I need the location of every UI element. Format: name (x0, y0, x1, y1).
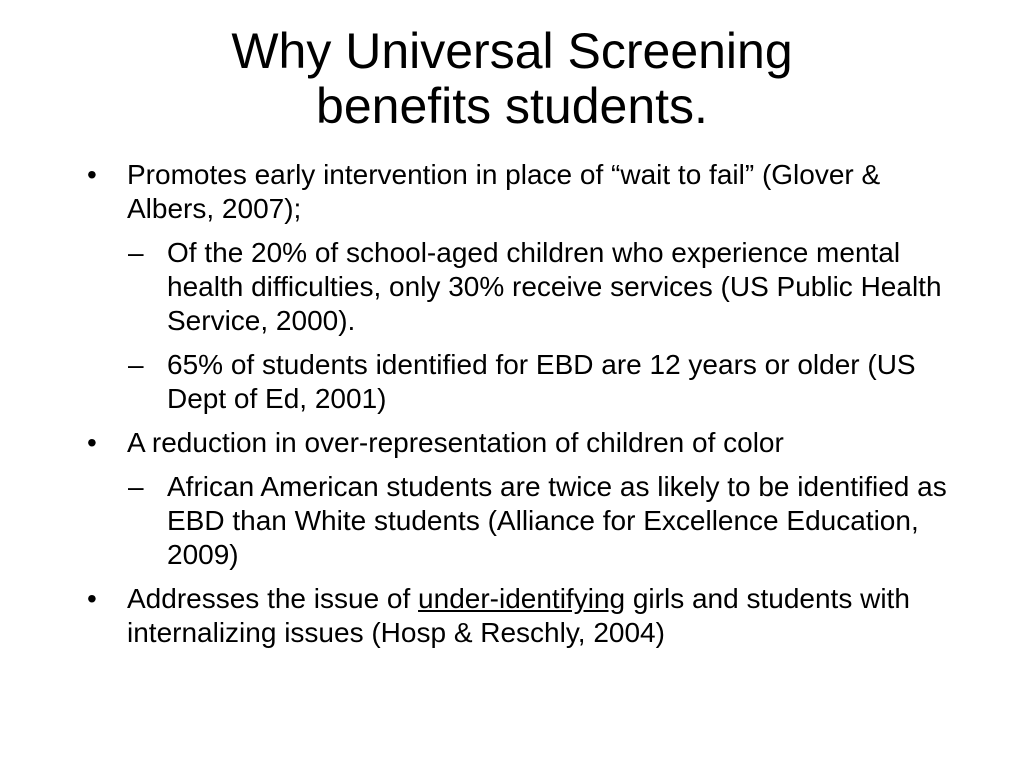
sub-bullet-text: African American students are twice as likely to be identified as EBD than White students (Alliance for Excellence Education, 2009) (167, 471, 947, 570)
slide-title (0, 24, 1024, 134)
title-line-2: benefits students. (316, 78, 708, 134)
bullet-marker: • (87, 583, 97, 614)
bullet-text-before: Addresses the issue of (127, 583, 419, 614)
sub-bullet-marker: – (128, 237, 144, 268)
sub-bullet-item-mental-health (84, 236, 964, 338)
bullet-item-over-representation (84, 426, 964, 460)
title-line-1: Why Universal Screening (231, 23, 793, 79)
underlined-term: under-identifying (418, 583, 626, 614)
sub-bullet-marker: – (128, 349, 144, 380)
sub-bullet-item-african-american (84, 470, 964, 572)
sub-bullet-item-ebd-age (84, 348, 964, 416)
bullet-text: Promotes early intervention in place of “wait to fail” (Glover & Albers, 2007); (127, 159, 881, 224)
bullet-text-after: girls and students with internalizing issues (Hosp & Reschly, 2004) (127, 583, 910, 648)
sub-bullet-text: Of the 20% of school-aged children who experience mental health difficulties, only 30% receive services (US Public Health Service, 2000). (167, 237, 942, 336)
sub-bullet-marker: – (128, 471, 144, 502)
bullet-list (84, 158, 964, 660)
bullet-text: A reduction in over-representation of children of color (127, 427, 784, 458)
bullet-marker: • (87, 427, 97, 458)
bullet-item-under-identifying (84, 582, 964, 650)
bullet-item-early-intervention (84, 158, 964, 226)
sub-bullet-text: 65% of students identified for EBD are 12 years or older (US Dept of Ed, 2001) (167, 349, 916, 414)
bullet-marker: • (87, 159, 97, 190)
